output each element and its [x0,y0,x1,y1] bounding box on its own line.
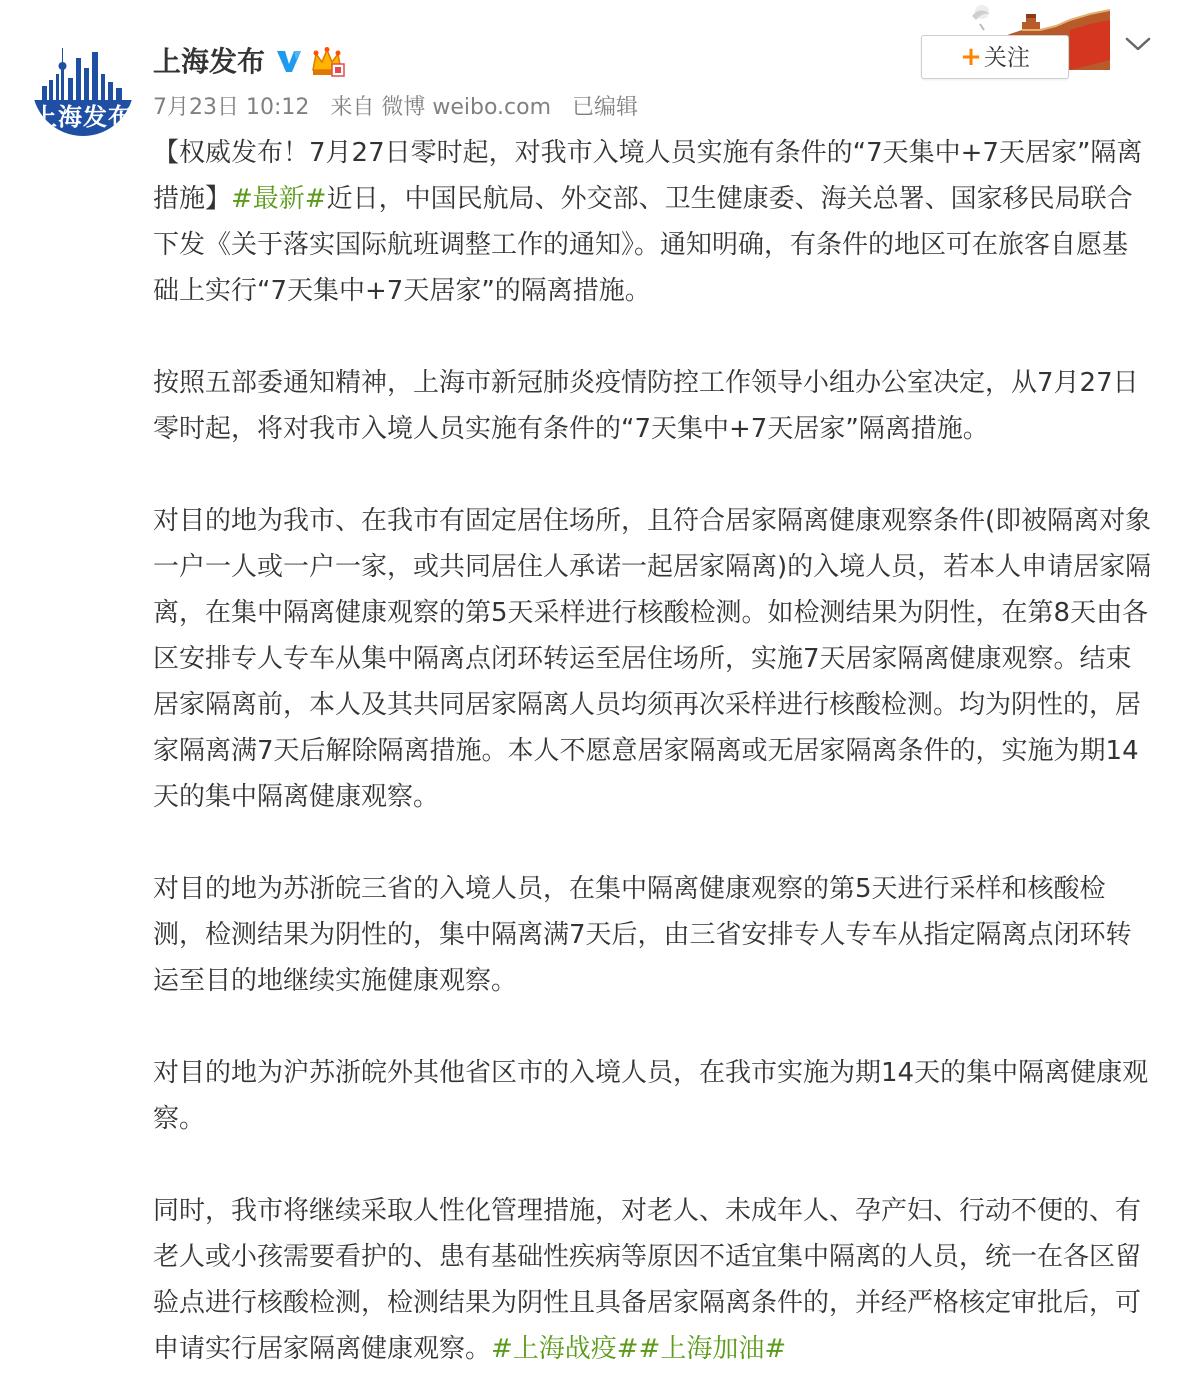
post-header [0,0,1180,130]
crown-vip-icon[interactable] [310,46,346,82]
plus-icon: + [960,42,982,72]
avatar-label: 上海发布 [33,102,133,131]
paragraph-4: 对目的地为苏浙皖三省的入境人员，在集中隔离健康观察的第5天进行采样和核酸检测，检测结果为阴性的，集中隔离满7天后，由三省安排专人专车从指定隔离点闭环转运至目的地继续实施健康观察。 [153,874,1132,996]
paragraph-2: 按照五部委通知精神，上海市新冠肺炎疫情防控工作领导小组办公室决定，从7月27日零时起，将对我市入境人员实施有条件的“7天集中+7天居家”隔离措施。 [153,368,1139,444]
edited-label[interactable]: 已编辑 [572,95,639,120]
hashtag-shanghai-fight[interactable]: #上海战疫# [491,1334,639,1364]
post-body [153,130,1153,1372]
paragraph-1-text: 近日，中国民航局、外交部、卫生健康委、海关总署、国家移民局联合下发《关于落实国际航班调整工作的通知》。通知明确，有条件的地区可在旅客自愿基础上实行“7天集中+7天居家”的隔离措施。 [153,184,1133,306]
hashtag-latest[interactable]: #最新# [231,184,327,214]
paragraph-3: 对目的地为我市、在我市有固定居住场所，且符合居家隔离健康观察条件(即被隔离对象一户一人或一户一家，或共同居住人承诺一起居家隔离)的入境人员，若本人申请居家隔离，在集中隔离健康观察的第5天采样进行核酸检测。如检测结果为阴性，在第8天由各区安排专人专车从集中隔离点闭环转运至居住场所，实施7天居家隔离健康观察。结束居家隔离前，本人及其共同居家隔离人员均须再次采样进行核酸检测。均为阴性的，居家隔离满7天后解除隔离措施。本人不愿意居家隔离或无居家隔离条件的，实施为期14天的集中隔离健康观察。 [153,506,1152,812]
post-meta [153,92,652,124]
chevron-down-icon[interactable] [1124,34,1152,58]
paragraph-6 [153,1188,1153,1372]
paragraph-1 [153,130,1153,314]
hashtag-shanghai-jiayou[interactable]: #上海加油# [638,1334,787,1364]
headline-text: 【权威发布！7月27日零时起，对我市入境人员实施有条件的“7天集中+7天居家”隔离措施】 [153,138,1143,214]
post-date[interactable]: 7月23日 10:12 [153,95,310,120]
avatar[interactable] [32,34,134,136]
follow-label: 关注 [983,45,1030,71]
follow-button[interactable] [921,35,1069,79]
paragraph-6-text: 同时，我市将继续采取人性化管理措施，对老人、未成年人、孕产妇、行动不便的、有老人或小孩需要看护的、患有基础性疾病等原因不适宜集中隔离的人员，统一在各区留验点进行核酸检测，检测结果为阴性且具备居家隔离条件的，并经严格核定审批后，可申请实行居家隔离健康观察。 [153,1196,1142,1364]
paragraph-5: 对目的地为沪苏浙皖外其他省区市的入境人员，在我市实施为期14天的集中隔离健康观察。 [153,1058,1149,1134]
verified-v-icon [274,46,304,80]
post-source[interactable]: 来自 微博 weibo.com [330,95,552,120]
user-name[interactable]: 上海发布 [153,45,266,78]
